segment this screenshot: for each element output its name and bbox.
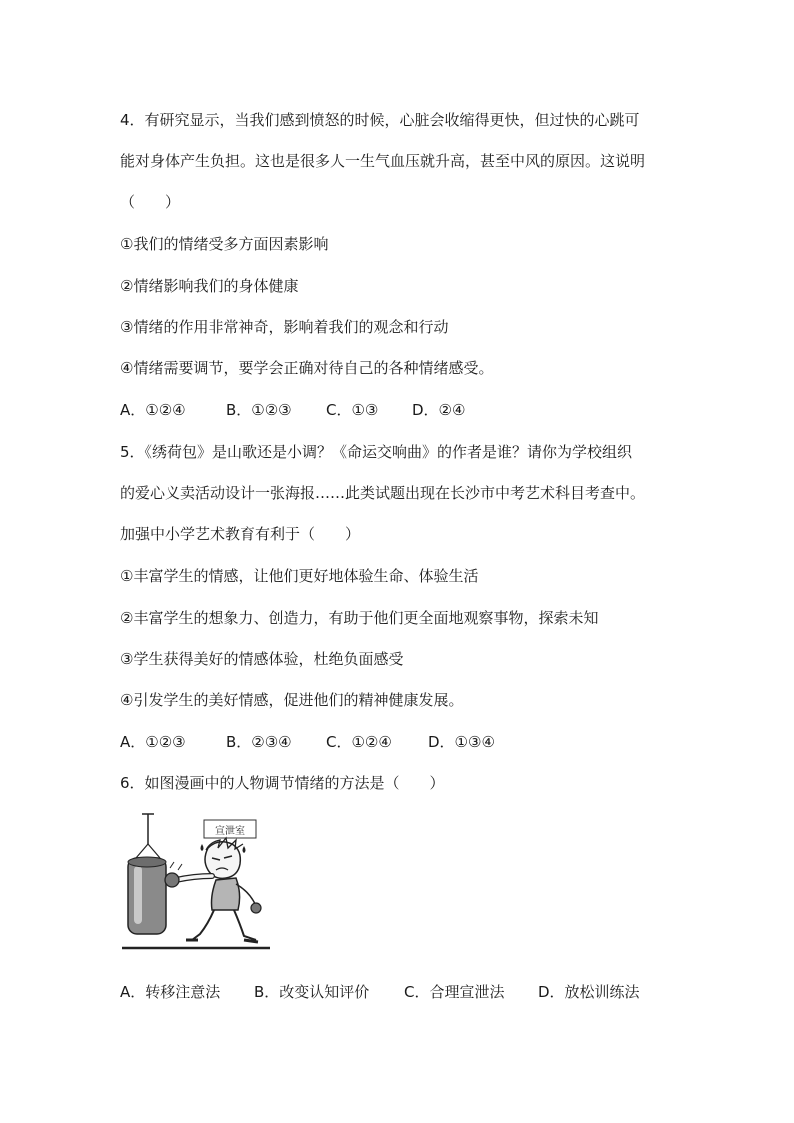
- q6-option-d[interactable]: D．放松训练法: [538, 983, 640, 1001]
- q4-item-2: ②情绪影响我们的身体健康: [120, 277, 299, 295]
- cartoon-drawing: [120, 810, 272, 958]
- q5-item-4: ④引发学生的美好情感，促进他们的精神健康发展。: [120, 691, 464, 709]
- q4-item-4: ④情绪需要调节，要学会正确对待自己的各种情绪感受。: [120, 359, 494, 377]
- q5-item-2: ②丰富学生的想象力、创造力，有助于他们更全面地观察事物，探索未知: [120, 609, 599, 627]
- q5-option-c[interactable]: C．①②④: [326, 733, 392, 751]
- q5-option-b[interactable]: B．②③④: [226, 733, 292, 751]
- q5-options: [120, 732, 495, 752]
- sign-text: 宣泄室: [215, 826, 245, 837]
- q5-item-1: ①丰富学生的情感，让他们更好地体验生命、体验生活: [120, 567, 479, 585]
- q6-option-a[interactable]: A．转移注意法: [120, 983, 221, 1001]
- q4-option-b[interactable]: B．①②③: [226, 401, 292, 419]
- q6-option-c[interactable]: C．合理宣泄法: [404, 983, 505, 1001]
- q5-stem-line-1: 5．《绣荷包》是山歌还是小调？《命运交响曲》的作者是谁？请你为学校组织: [120, 443, 633, 461]
- q4-answer-blank: （ ）: [120, 193, 181, 211]
- q6-stem: 6．如图漫画中的人物调节情绪的方法是（ ）: [120, 774, 445, 792]
- q4-option-d[interactable]: D．②④: [412, 401, 466, 419]
- q4-options: [120, 400, 465, 420]
- q4-option-c[interactable]: C．①③: [326, 401, 379, 419]
- boxing-cartoon-image: [120, 810, 272, 958]
- q4-option-a[interactable]: A．①②④: [120, 401, 186, 419]
- q5-stem-line-3: 加强中小学艺术教育有利于（ ）: [120, 525, 361, 543]
- q6-options: [120, 982, 640, 1002]
- q4-stem-line-1: 4．有研究显示，当我们感到愤怒的时候，心脏会收缩得更快，但过快的心跳可: [120, 111, 640, 129]
- q4-item-3: ③情绪的作用非常神奇，影响着我们的观念和行动: [120, 318, 449, 336]
- q4-item-1: ①我们的情绪受多方面因素影响: [120, 235, 329, 253]
- q5-item-3: ③学生获得美好的情感体验，杜绝负面感受: [120, 650, 404, 668]
- q5-option-d[interactable]: D．①③④: [428, 733, 495, 751]
- q5-stem-line-2: 的爱心义卖活动设计一张海报……此类试题出现在长沙市中考艺术科目考查中。: [120, 484, 646, 502]
- q6-option-b[interactable]: B．改变认知评价: [254, 983, 370, 1001]
- q5-option-a[interactable]: A．①②③: [120, 733, 186, 751]
- q4-stem-line-2: 能对身体产生负担。这也是很多人一生气血压就升高，甚至中风的原因。这说明: [120, 152, 646, 170]
